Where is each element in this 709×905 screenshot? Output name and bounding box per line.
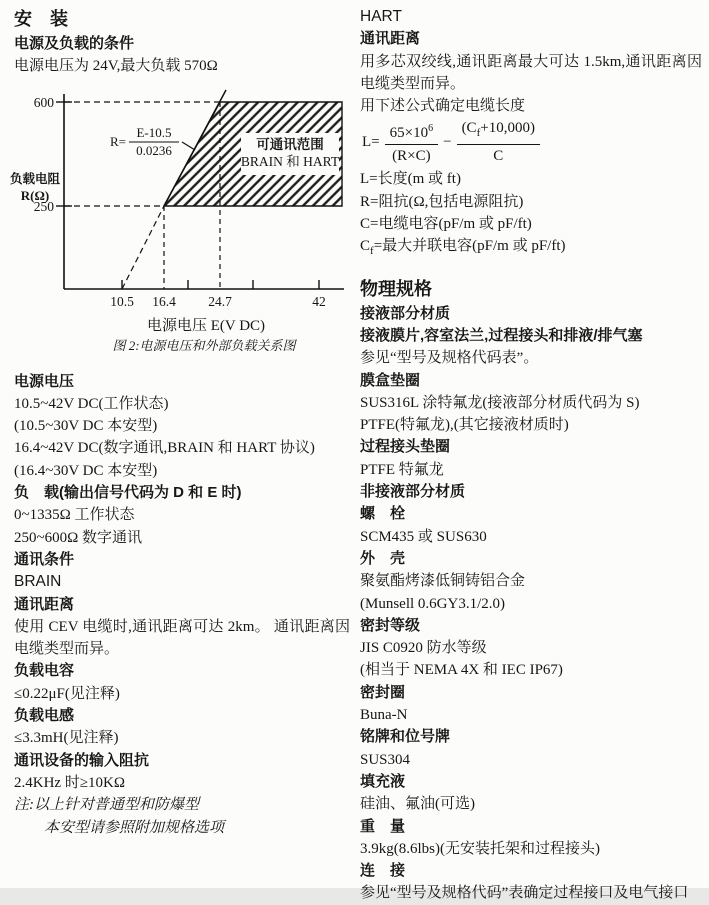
text-line: 通讯距离 (360, 30, 421, 48)
text-line: 电源及负载的条件 (14, 35, 135, 52)
text-line: 密封圈 (360, 683, 406, 701)
boundary-formula-prefix: R= (109, 133, 126, 149)
text-line: BRAIN (14, 573, 62, 591)
y-axis-title-line1: 负载电阻 (9, 171, 61, 186)
text-line: 连 接 (360, 862, 406, 880)
text-line: 铭牌和位号牌 (360, 728, 451, 746)
text-line: 负载电感 (14, 707, 75, 725)
text-line: SUS304 (360, 751, 411, 768)
text-line: 膜盒垫圈 (360, 371, 421, 389)
text-line: (Munsell 0.6GY3.1/2.0) (360, 595, 505, 612)
text-line: 外 壳 (360, 549, 406, 567)
formula-lhs: L= (362, 134, 380, 151)
text-line: 16.4~42V DC(数字通讯,BRAIN 和 HART 协议) (14, 440, 315, 457)
text-line: 聚氨酯烤漆低铜铸铝合金 (360, 573, 526, 590)
text-line: 接液部分材质 (360, 304, 451, 322)
boundary-line-dashed (122, 206, 164, 289)
text-line: 负载电容 (14, 662, 75, 680)
text-line: (16.4~30V DC 本安型) (14, 462, 158, 479)
formula-f1-sup: 6 (428, 122, 434, 134)
text-line: 重 量 (360, 817, 406, 835)
figure-2-load-voltage-chart (9, 84, 350, 367)
text-line: 用多芯双绞线,通讯距离最大可达 1.5km,通讯距离因电缆类型而异。 (360, 53, 702, 92)
cable-length-formula (362, 120, 702, 164)
text-line: 安 装 (14, 9, 68, 29)
text-line: 过程接头垫圈 (360, 438, 451, 456)
text-line: HART (360, 8, 402, 25)
text-line: 通讯距离 (14, 595, 75, 613)
formula-minus: − (443, 134, 452, 151)
x-axis-title: 电源电压 E(V DC) (146, 317, 266, 334)
text-line: 电源电压为 24V,最大负载 570Ω (14, 58, 218, 75)
formula-f1-den: (R×C) (392, 147, 431, 164)
text-line: 螺 栓 (360, 505, 406, 523)
boundary-formula-den: 0.0236 (136, 142, 172, 158)
text-line: 参见“型号及规格代码表”。 (360, 350, 539, 367)
text-line: 参见“型号及规格代码”表确定过程接口及电气接口 (360, 885, 689, 902)
text-line: ≤0.22μF(见注释) (14, 685, 120, 702)
text-line: 使用 CEV 电缆时,通讯距离可达 2km。 通讯距离因电缆类型而异。 (14, 618, 350, 658)
text-line: R=阻抗(Ω,包括电源阻抗) (360, 193, 524, 210)
right-column (360, 6, 702, 905)
formula-pointer-line (182, 142, 195, 150)
text-line: 2.4KHz 时≥10KΩ (14, 774, 126, 791)
text-line: 负 载(输出信号代码为 D 和 E 时) (14, 484, 242, 502)
text-line: (10.5~30V DC 本安型) (14, 418, 158, 435)
text-line: 通讯设备的输入阻抗 (14, 751, 150, 769)
text-line: Buna-N (360, 707, 408, 724)
text-line: PTFE(特氟龙),(其它接液材质时) (360, 417, 569, 434)
text-line: 电源电压 (14, 372, 75, 390)
text-line: (相当于 NEMA 4X 和 IEC IP67) (360, 662, 563, 679)
formula-fraction-1 (385, 119, 438, 166)
text-line: 填充液 (360, 772, 406, 790)
y-tick-label-250: 250 (33, 198, 54, 214)
text-line: 250~600Ω 数字通讯 (14, 529, 143, 546)
region-label-line1: 可通讯范围 (256, 136, 324, 152)
text-line: JIS C0920 防水等级 (360, 640, 487, 657)
text-line: 用下述公式确定电缆长度 (360, 98, 526, 115)
y-axis-title-line2: R(Ω) (20, 187, 50, 203)
chart-canvas (9, 84, 350, 362)
text-line: 10.5~42V DC(工作状态) (14, 395, 169, 412)
text-line: ≤3.3mH(见注释) (14, 730, 119, 747)
boundary-formula-num: E-10.5 (136, 124, 172, 140)
left-intro-lines (14, 6, 350, 78)
text-line: L=长度(m 或 ft) (360, 171, 461, 188)
formula-f2-num-a: (C (461, 120, 477, 137)
formula-f2-num-b: +10,000) (480, 120, 535, 137)
text-line: 物理规格 (360, 278, 432, 299)
text-line: C=电缆电容(pF/m 或 pF/ft) (360, 216, 532, 233)
text-line: 通讯条件 (14, 550, 75, 568)
x-tick-label-42: 42 (312, 293, 326, 309)
text-line: 密封等级 (360, 616, 421, 634)
text-line: 硅油、氟油(可选) (360, 796, 475, 813)
right-spec-lines (360, 168, 702, 904)
formula-fraction-2 (457, 118, 540, 166)
x-tick-label-24-7: 24.7 (208, 293, 232, 309)
text-line: SCM435 或 SUS630 (360, 528, 487, 545)
y-tick-label-600: 600 (33, 94, 54, 110)
right-intro-lines (360, 6, 702, 117)
text-line: 本安型请参照附加规格选项 (44, 819, 225, 836)
text-line: 3.9kg(8.6lbs)(无安装托架和过程接头) (360, 840, 600, 857)
x-tick-label-10-5: 10.5 (110, 293, 134, 309)
text-line: SUS316L 涂特氟龙(接液部分材质代码为 S) (360, 394, 640, 411)
x-tick-label-16-4: 16.4 (152, 293, 176, 309)
text-line: 非接液部分材质 (360, 483, 466, 501)
text-line: PTFE 特氟龙 (360, 461, 444, 478)
left-column (9, 6, 350, 839)
formula-f1-num: 65×10 (389, 124, 429, 141)
formula-f2-num-sub: f (476, 127, 481, 140)
text-line: 接液膜片,容室法兰,过程接头和排液/排气塞 (360, 326, 643, 344)
text-line: 注:以上针对普通型和防爆型 (14, 797, 199, 814)
formula-f2-den: C (493, 148, 504, 165)
region-label-line2: BRAIN 和 HART (240, 153, 340, 169)
left-spec-lines (14, 371, 350, 839)
text-line: 0~1335Ω 工作状态 (14, 507, 135, 524)
figure-caption: 图 2:电源电压和外部负载关系图 (112, 337, 296, 353)
text-line: $C_f=$最大并联电容(pF/m 或 pF/ft) (360, 238, 566, 258)
